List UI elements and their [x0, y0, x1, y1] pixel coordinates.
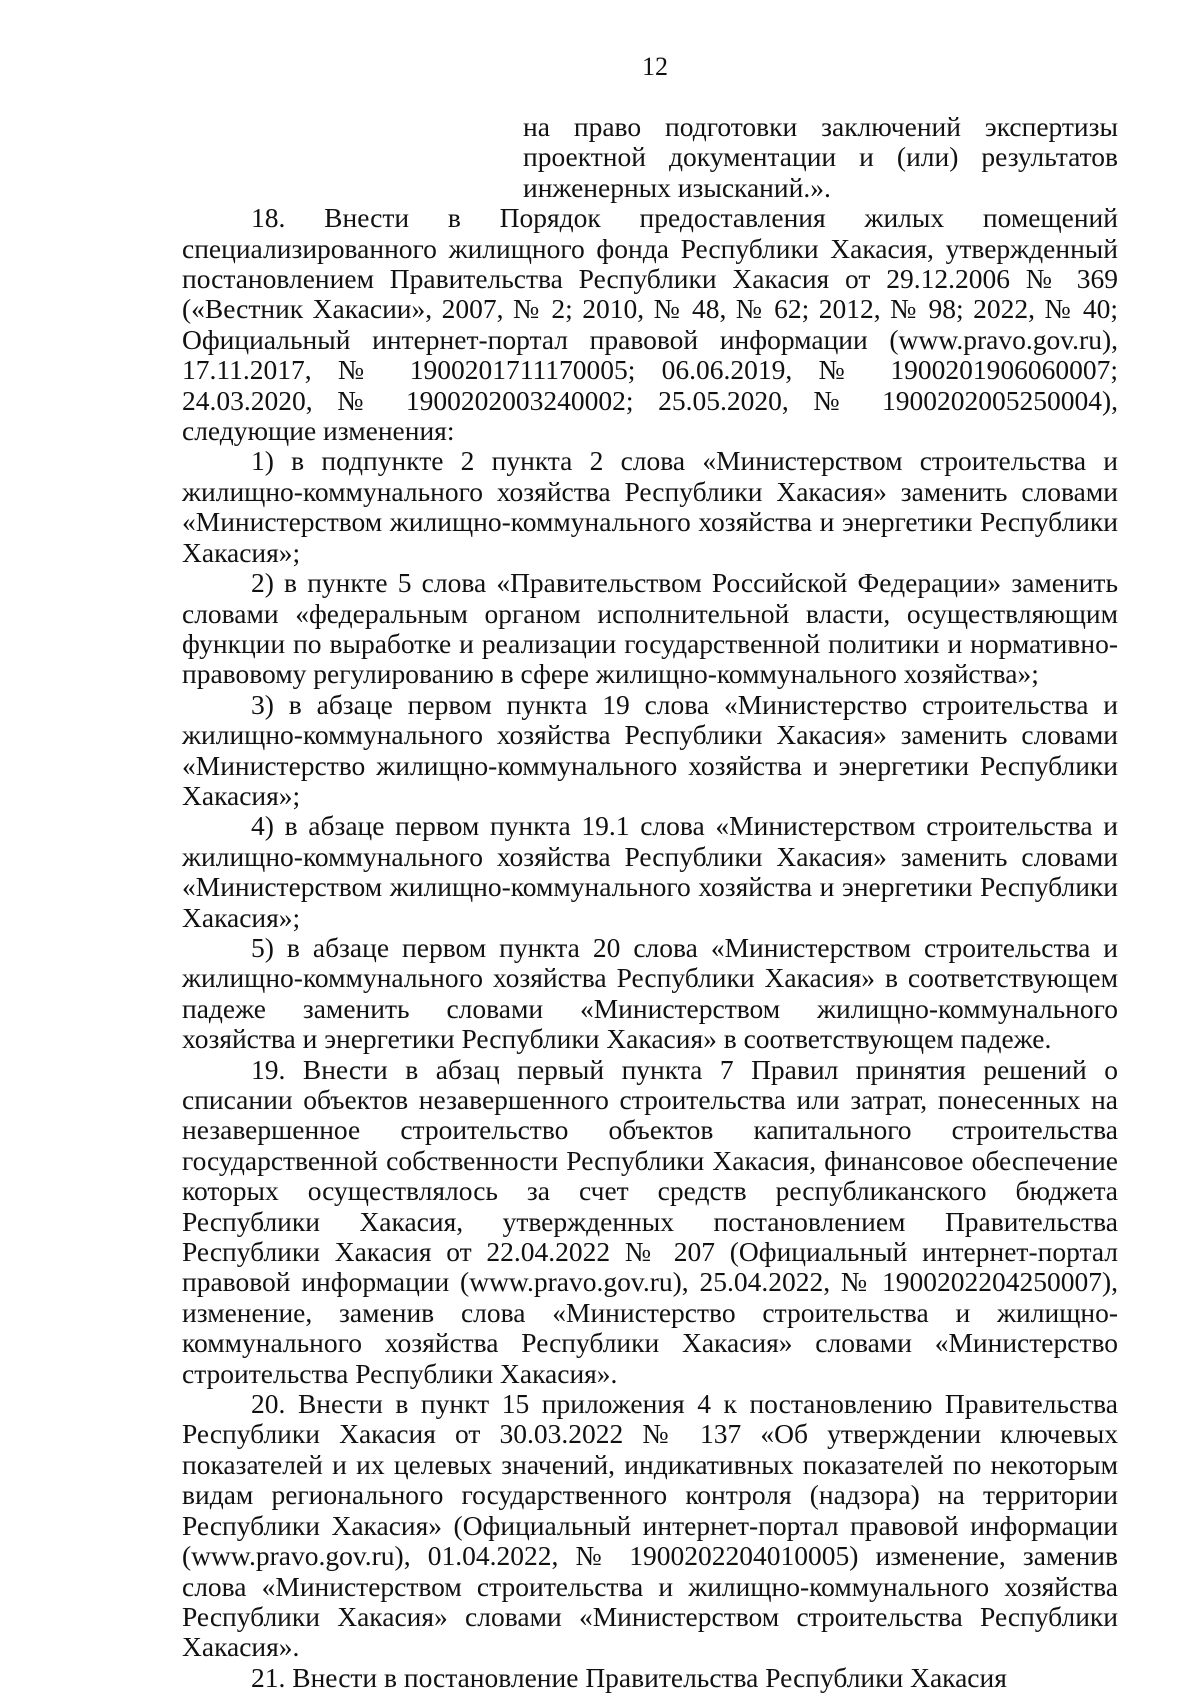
paragraph-20: 20. Внести в пункт 15 приложения 4 к постановлению Правительства Республики Хакасия от 30.03.2022 № 137 «Об утверждении ключевых показателей и их целевых значений, индикативных показателей по некоторым видам регионального государственного контроля (надзора) на территории Республики Хакасия» (Официальный интернет-портал правовой информации (www.pravo.gov.ru), 01.04.2022, № 1900202204010005) изменение, заменив слова «Министерством строительства и жилищно-коммунального хозяйства Республики Хакасия» словами «Министерством строительства Республики Хакасия». [182, 1388, 1118, 1663]
paragraph-18-item-5: 5) в абзаце первом пункта 20 слова «Министерством строительства и жилищно-коммунального хозяйства Республики Хакасия» в соответствующем падеже заменить словами «Министерством жилищно-коммунального хозяйства и энергетики Республики Хакасия» в соответствующем падеже. [182, 931, 1118, 1055]
quote-line: проектной документации и (или) результатов [523, 141, 1118, 173]
paragraph-18-item-3: 3) в абзаце первом пункта 19 слова «Министерство строительства и жилищно-коммунального хозяйства Республики Хакасия» заменить словами «Министерство жилищно-коммунального хозяйства и энергетики Республики Хакасия»; [182, 688, 1118, 811]
paragraph-19: 19. Внести в абзац первый пункта 7 Правил принятия решений о списании объектов незавершенного строительства или затрат, понесенных на незавершенное строительство объектов капитального строительства государственной собственности Республики Хакасия, финансовое обеспечение которых осуществлялось за счет средств республиканского бюджета Республики Хакасия, утвержденных постановлением Правительства Республики Хакасия от 22.04.2022 № 207 (Официальный интернет-портал правовой информации (www.pravo.gov.ru), 25.04.2022, № 1900202204250007), изменение, заменив слова «Министерство строительства и жилищно-коммунального хозяйства Республики Хакасия» словами «Министерство строительства Республики Хакасия». [182, 1053, 1118, 1389]
quote-line: инженерных изысканий.». [523, 171, 831, 203]
paragraph-18-item-2: 2) в пункте 5 слова «Правительством Российской Федерации» заменить словами «федеральным органом исполнительной власти, осуществляющим функции по выработке и реализации государственной политики и нормативно-правовому регулированию в сфере жилищно-коммунального хозяйства»; [182, 567, 1118, 690]
page-number: 12 [642, 52, 668, 81]
paragraph-18-item-1: 1) в подпункте 2 пункта 2 слова «Министерством строительства и жилищно-коммунального хозяйства Республики Хакасия» заменить словами «Министерством жилищно-коммунального хозяйства и энергетики Республики Хакасия»; [182, 445, 1118, 568]
quote-continuation [523, 112, 1118, 203]
document-body [182, 112, 1118, 1693]
paragraph-21: 21. Внести в постановление Правительства Республики Хакасия [251, 1661, 1007, 1693]
paragraph-18-item-4: 4) в абзаце первом пункта 19.1 слова «Министерством строительства и жилищно-коммунального хозяйства Республики Хакасия» заменить словами «Министерством жилищно-коммунального хозяйства и энергетики Республики Хакасия»; [182, 810, 1118, 933]
quote-line: на право подготовки заключений экспертизы [523, 111, 1118, 142]
paragraph-18: 18. Внести в Порядок предоставления жилых помещений специализированного жилищного фонда Республики Хакасия, утвержденный постановлением Правительства Республики Хакасия от 29.12.2006 № 369 («Вестник Хакасии», 2007, № 2; 2010, № 48, № 62; 2012, № 98; 2022, № 40; Официальный интернет-портал правовой информации (www.pravo.gov.ru), 17.11.2017, № 1900201711170005; 06.06.2019, № 1900201906060007; 24.03.2020, № 1900202003240002; 25.05.2020, № 1900202005250004), следующие изменения: [182, 202, 1118, 447]
